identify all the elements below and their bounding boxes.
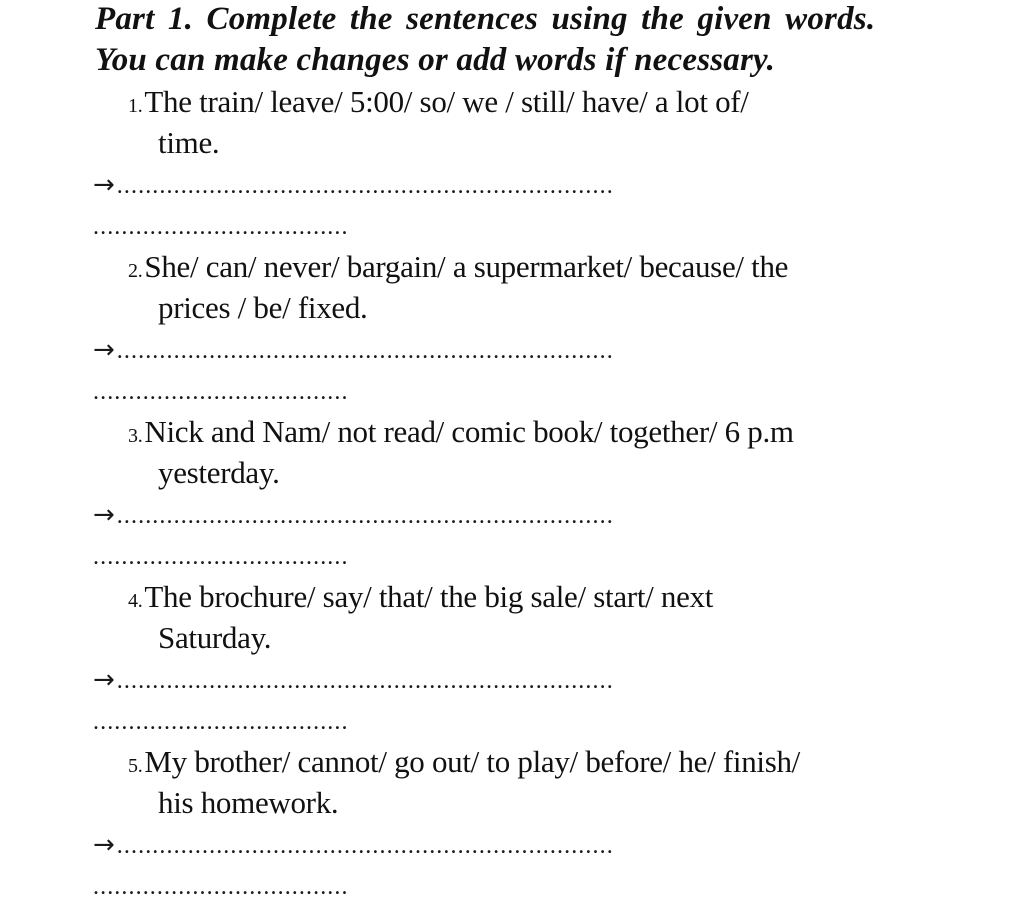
- arrow-right-icon: →: [93, 665, 115, 695]
- answer-blank-line1[interactable]: [93, 665, 614, 696]
- question-prompt: Nick and Nam/ not read/ comic book/ together/ 6 p.m: [144, 414, 794, 449]
- dotted-blank: ......................................................................: [116, 668, 614, 694]
- question-text-line1: [128, 742, 800, 786]
- question-text-line1: [128, 247, 788, 291]
- question-text-line2: prices / be/ fixed.: [158, 290, 368, 325]
- instruction-heading-line1: Part 1. Complete the sentences using the given words.: [95, 1, 876, 37]
- question-text-line2: yesterday.: [158, 455, 280, 490]
- answer-blank-line1[interactable]: [93, 335, 614, 366]
- question-number: 1.: [128, 95, 143, 117]
- answer-blank-line1[interactable]: [93, 500, 614, 531]
- question-text-line1: [128, 577, 713, 621]
- instruction-heading-line2: You can make changes or add words if necessary.: [95, 42, 776, 78]
- question-text-line2: time.: [158, 125, 220, 160]
- arrow-right-icon: →: [93, 500, 115, 530]
- question-prompt: The brochure/ say/ that/ the big sale/ start/ next: [144, 579, 714, 614]
- answer-blank-line2[interactable]: ....................................: [93, 874, 349, 900]
- question-number: 5.: [128, 755, 143, 777]
- dotted-blank: ......................................................................: [116, 833, 614, 859]
- question-prompt: The train/ leave/ 5:00/ so/ we / still/ have/ a lot of/: [144, 84, 749, 119]
- answer-blank-line1[interactable]: [93, 830, 614, 861]
- question-number: 3.: [128, 425, 143, 447]
- dotted-blank: ......................................................................: [116, 503, 614, 529]
- arrow-right-icon: →: [93, 830, 115, 860]
- question-text-line1: [128, 82, 749, 126]
- question-text-line2: his homework.: [158, 785, 339, 820]
- dotted-blank: ......................................................................: [116, 173, 614, 199]
- dotted-blank: ......................................................................: [116, 338, 614, 364]
- answer-blank-line2[interactable]: ....................................: [93, 379, 349, 405]
- answer-blank-line2[interactable]: ....................................: [93, 544, 349, 570]
- answer-blank-line1[interactable]: [93, 170, 614, 201]
- question-number: 2.: [128, 260, 143, 282]
- question-prompt: She/ can/ never/ bargain/ a supermarket/ because/ the: [144, 249, 789, 284]
- question-text-line2: Saturday.: [158, 620, 272, 655]
- question-number: 4.: [128, 590, 143, 612]
- arrow-right-icon: →: [93, 335, 115, 365]
- question-text-line1: [128, 412, 794, 456]
- arrow-right-icon: →: [93, 170, 115, 200]
- question-prompt: My brother/ cannot/ go out/ to play/ before/ he/ finish/: [144, 744, 800, 779]
- answer-blank-line2[interactable]: ....................................: [93, 709, 349, 735]
- answer-blank-line2[interactable]: ....................................: [93, 214, 349, 240]
